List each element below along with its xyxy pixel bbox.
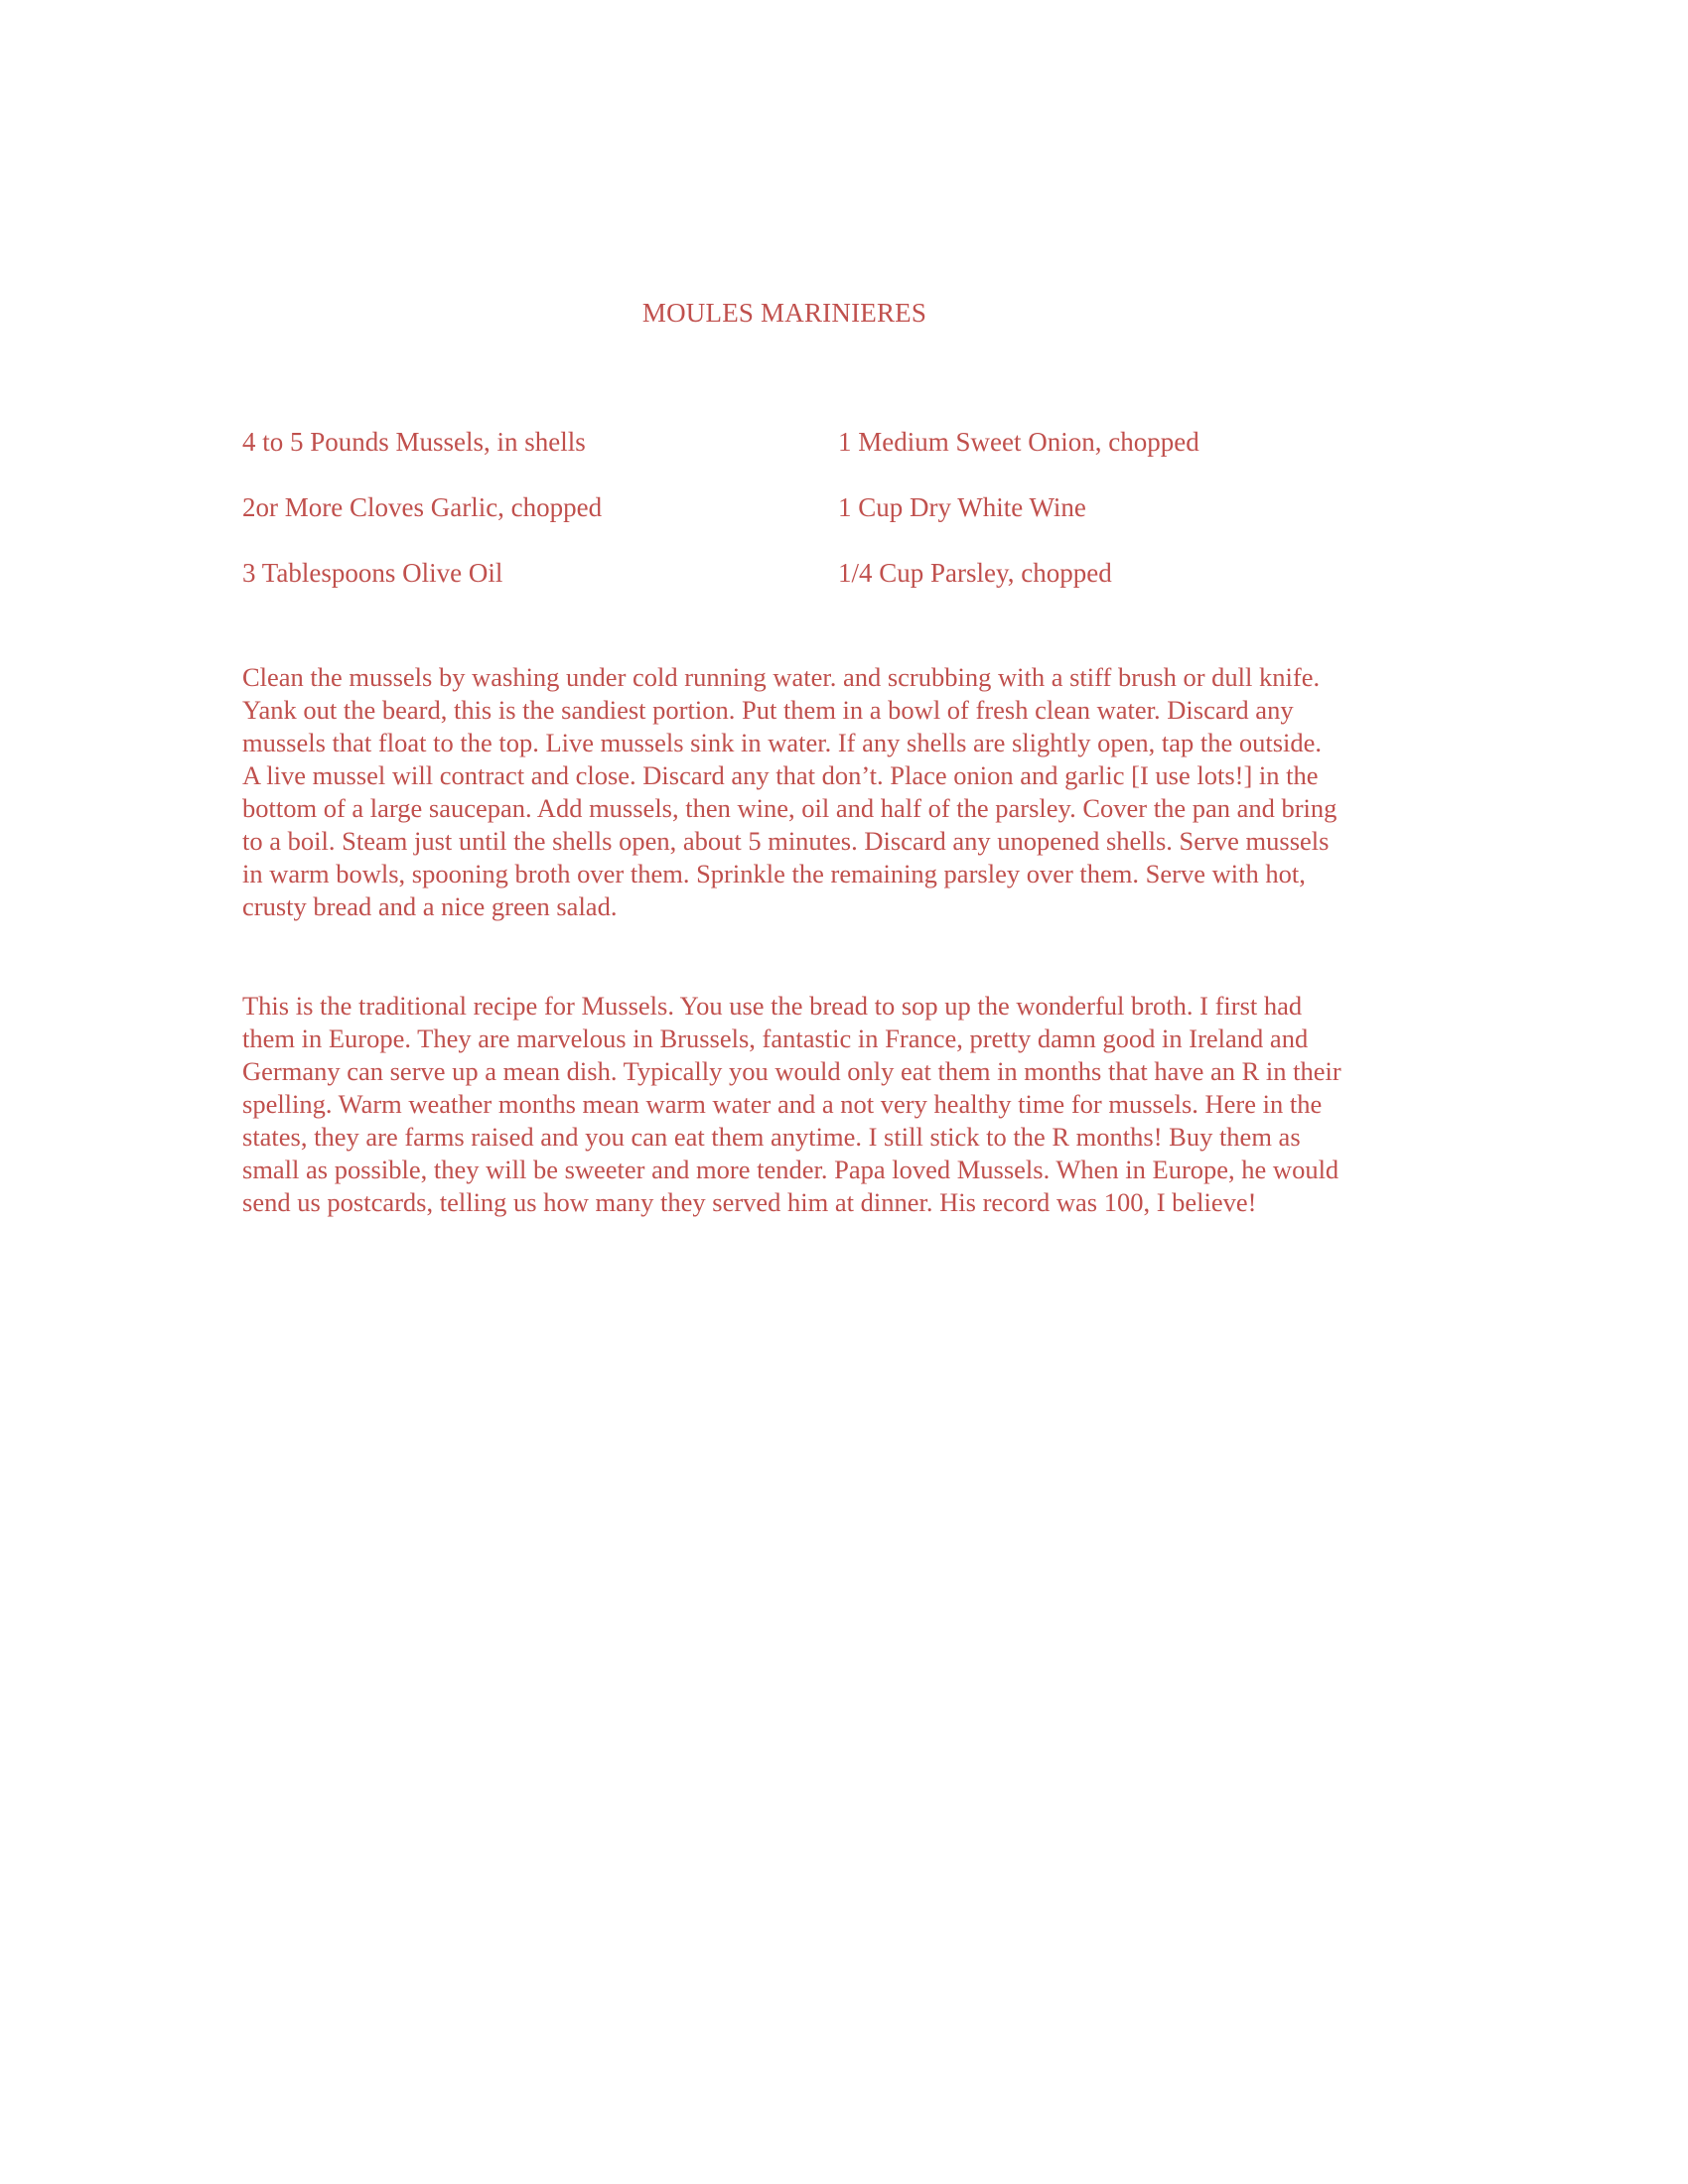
note-line: spelling. Warm weather months mean warm water and a not very healthy time for mussels. Here in the [242, 1089, 1323, 1119]
note-line: send us postcards, telling us how many they served him at dinner. His record was 100, I believe! [242, 1187, 1257, 1217]
instructions-line: to a boil. Steam just until the shells open, about 5 minutes. Discard any unopened shells. Serve mussels [242, 826, 1330, 856]
ingredient-item: 4 to 5 Pounds Mussels, in shells [242, 427, 586, 457]
instructions-line: crusty bread and a nice green salad. [242, 891, 618, 921]
ingredient-item: 1 Medium Sweet Onion, chopped [838, 427, 1199, 457]
ingredient-item: 1/4 Cup Parsley, chopped [838, 558, 1112, 588]
note-line: This is the traditional recipe for Mussels. You use the bread to sop up the wonderful broth. I first had [242, 991, 1303, 1021]
ingredient-item: 2or More Cloves Garlic, chopped [242, 492, 603, 522]
note-line: small as possible, they will be sweeter and more tender. Papa loved Mussels. When in Europe, he would [242, 1155, 1339, 1184]
instructions-line: Yank out the beard, this is the sandiest portion. Put them in a bowl of fresh clean water. Discard any [242, 695, 1294, 725]
ingredient-item: 1 Cup Dry White Wine [838, 492, 1086, 522]
recipe-title: MOULES MARINIERES [641, 298, 927, 328]
instructions-line: in warm bowls, spooning broth over them. Sprinkle the remaining parsley over them. Serve with hot, [242, 859, 1306, 888]
instructions-line: Clean the mussels by washing under cold running water. and scrubbing with a stiff brush or dull knife. [242, 662, 1321, 692]
note-line: Germany can serve up a mean dish. Typically you would only eat them in months that have an R in their [242, 1056, 1341, 1086]
note-paragraph [242, 990, 1434, 1219]
instructions-line: A live mussel will contract and close. Discard any that don’t. Place onion and garlic [I use lots!] in the [242, 760, 1319, 790]
ingredient-item: 3 Tablespoons Olive Oil [242, 558, 503, 588]
note-line: states, they are farms raised and you can eat them anytime. I still stick to the R months! Buy them as [242, 1122, 1301, 1152]
instructions-paragraph [242, 661, 1434, 923]
note-line: them in Europe. They are marvelous in Brussels, fantastic in France, pretty damn good in Ireland and [242, 1024, 1309, 1053]
instructions-line: bottom of a large saucepan. Add mussels, then wine, oil and half of the parsley. Cover the pan and bring [242, 793, 1337, 823]
instructions-line: mussels that float to the top. Live mussels sink in water. If any shells are slightly open, tap the outside. [242, 728, 1323, 757]
ingredients-list [242, 425, 1434, 590]
